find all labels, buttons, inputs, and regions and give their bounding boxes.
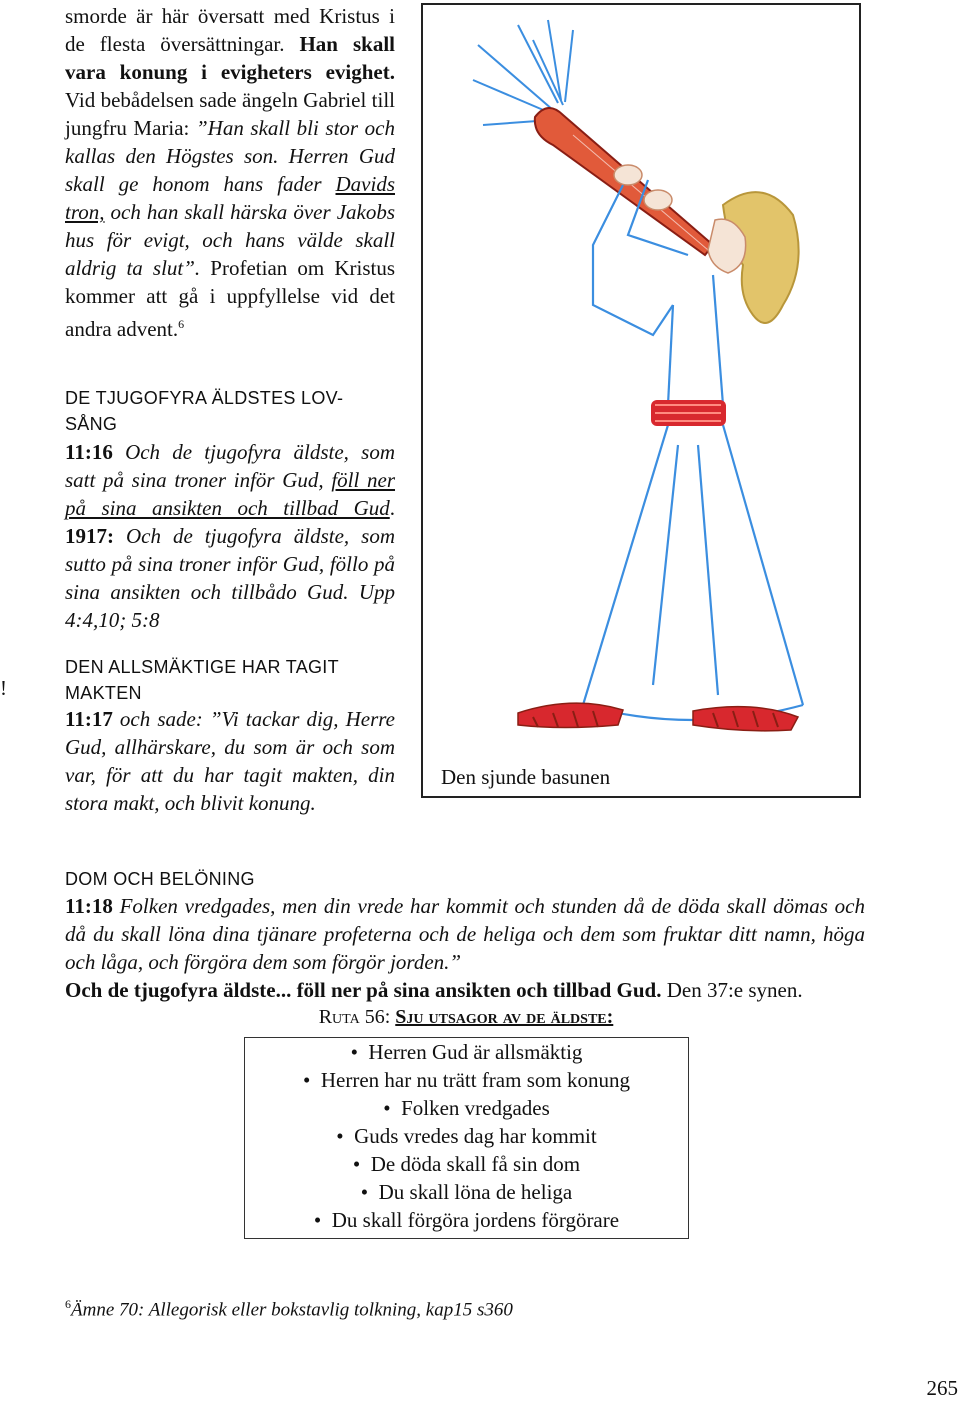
list-item: • Guds vredes dag har kommit <box>245 1122 688 1150</box>
section1-heading: DE TJUGOFYRA ÄLDSTES LOV-SÅNG <box>65 388 344 434</box>
trumpet-figure <box>421 3 861 798</box>
section3-after: Den 37:e synen. <box>666 978 803 1002</box>
belt <box>651 400 726 426</box>
section3-closing <box>65 976 865 1004</box>
section1-underlined: föll ner på sina ansikten och tillbad Gud <box>65 468 396 520</box>
section1-text-b: Och de tjugofyra äldste, som sutto på sina troner inför Gud, föllo på sina ansikten och tillbådo Gud. <box>65 524 396 604</box>
sandals <box>518 703 798 731</box>
section1-ref: Upp 4:4,10; 5:8 <box>65 580 395 632</box>
list-item: • De döda skall få sin dom <box>245 1150 688 1178</box>
section1-year: 1917: <box>65 524 114 548</box>
list-item: • Herren har nu trätt fram som konung <box>245 1066 688 1094</box>
section1-text-a: Och de tjugofyra äldste, som satt på sina troner inför Gud, <box>65 440 395 492</box>
list-item: • Herren Gud är allsmäktig <box>245 1038 688 1066</box>
page-number: 265 <box>926 1376 958 1400</box>
ruta-box <box>244 1037 689 1239</box>
intro-quote-a: ”Han skall bli stor och kallas den Högstes son. Herren Gud skall ge honom hans fader <box>65 116 396 196</box>
footnote <box>65 1297 513 1321</box>
section3-verse: 11:18 <box>65 894 113 918</box>
footnote-text: Ämne 70: Allegorisk eller bokstavlig tolkning, kap15 s360 <box>71 1299 513 1321</box>
ruta-prefix: Ruta 56: <box>318 1006 391 1028</box>
section1-verse: 11:16 <box>65 440 113 464</box>
intro-tail: Profetian om Kristus kommer att gå i uppfyllelse vid det andra advent. <box>65 256 396 341</box>
list-item: • Folken vredgades <box>245 1094 688 1122</box>
intro-paragraph <box>65 2 395 343</box>
sound-rays <box>473 20 573 125</box>
ruta-title <box>286 1006 646 1029</box>
list-item: • Du skall löna de heliga <box>245 1178 688 1206</box>
section2-verse: 11:17 <box>65 707 113 731</box>
ruta-title-text: Sju utsagor av de äldste: <box>395 1006 614 1028</box>
intro-quote-underlined: Davids tron, <box>65 172 395 224</box>
section1-body: 11:16 Och de tjugofyra äldste, som satt på sina troner inför Gud, föll ner på sina ansikten och tillbad Gud. 1917: Och de tjugofyra äldste, som sutto på sina troner inför Gud, föllo på sina ansikten och tillbådo Gud. Upp 4:4,10; 5:8 <box>65 440 396 632</box>
intro-after-bold: Vid bebådelsen sade ängeln Gabriel till jungfru Maria: <box>65 88 395 140</box>
angel-trumpet-drawing <box>423 5 859 796</box>
section2-text: och sade: ”Vi tackar dig, Herre Gud, allhärskare, du som är och som var, för att du har tagit makten, din stora makt, och blivit konung. <box>65 707 395 815</box>
intro-quote-b: och han skall härska över Jakobs hus för evigt, och hans välde skall aldrig ta slut”. <box>65 200 396 280</box>
intro-bold: Han skall vara konung i evigheters evighet. <box>65 32 395 84</box>
section2-body <box>65 705 395 817</box>
section3-bold: Och de tjugofyra äldste... föll ner på sina ansikten och tillbad Gud. <box>65 978 662 1002</box>
ruta-list <box>245 1038 688 1234</box>
list-item: • Du skall förgöra jordens förgörare <box>245 1206 688 1234</box>
section3-body <box>65 892 865 976</box>
footnote-number: 6 <box>65 1297 71 1311</box>
section2-heading: DEN ALLSMÄKTIGE HAR TAGIT MAKTEN <box>65 657 339 703</box>
section3-text: Folken vredgades, men din vrede har kommit och stunden då de döda skall dömas och då du skall löna dina tjänare profeterna och de heliga och dem som fruktar ditt namn, höga och låga, och förgöra dem som förgör jorden.” <box>65 894 866 974</box>
section3-heading: DOM OCH BELÖNING <box>65 869 255 889</box>
margin-mark: ! <box>0 676 7 700</box>
footnote-ref: 6 <box>178 317 185 331</box>
figure-caption: Den sjunde basunen <box>441 765 611 789</box>
intro-line: smorde är här översatt med Kristus i de flesta översättningar. <box>65 4 395 56</box>
